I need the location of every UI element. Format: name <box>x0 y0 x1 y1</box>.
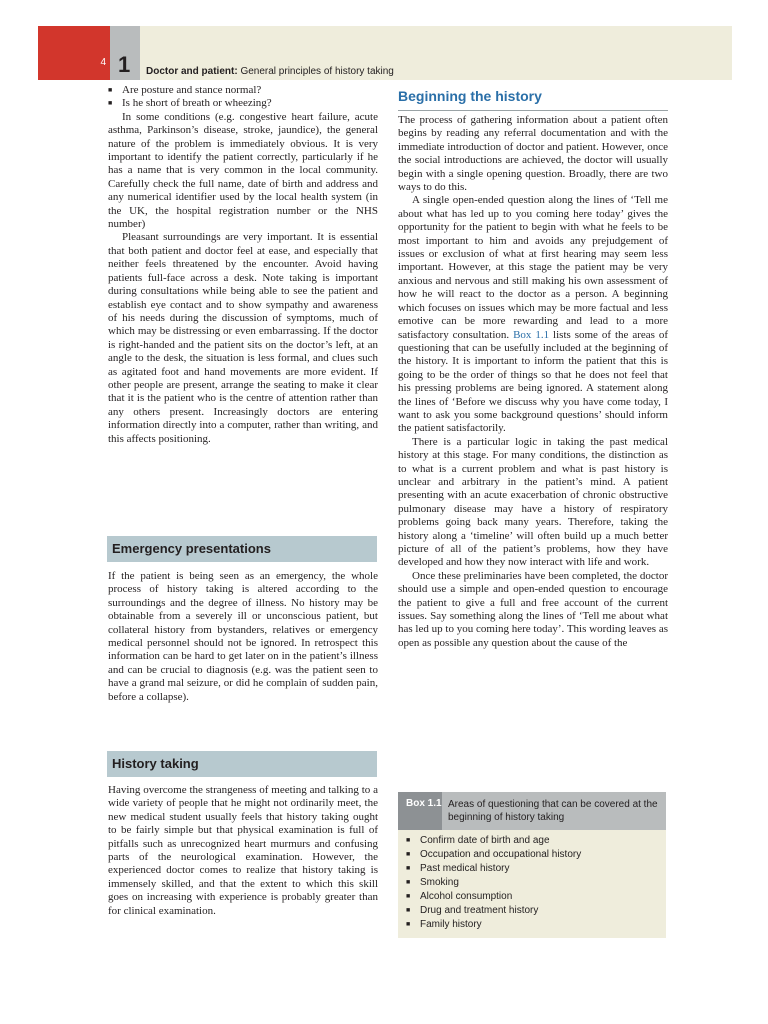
running-head <box>146 66 394 77</box>
header-red-band <box>38 26 110 80</box>
header-chapter-band <box>110 26 140 80</box>
running-head-rest: General principles of history taking <box>237 66 394 77</box>
paragraph: In some conditions (e.g. congestive heart failure, acute asthma, Parkinson’s disease, stroke, jaundice), the general nature of the problem is immediately obvious. It is very important to identify the patient correctly, particularly if he has a name that is very common in the local community. Carefully check the full name, date of birth and address and any numerical identifier used by the local health system (in the UK, the hospital registration number or the NHS number) <box>108 110 378 231</box>
heading-rule <box>398 110 668 111</box>
page-number: 4 <box>100 57 106 68</box>
history-taking-section-body <box>108 784 378 918</box>
paragraph-text: A single open-ended question along the lines of ‘Tell me about what has led up to you coming here today’ gives the opportunity for the patient to begin with what he feels to be most important to him and avoids any prejudgement of issues or exclusion of what at first hearing may seem less important. However, at this stage the patient may be very anxious and nervous and still making his own assessment of how he will react to the doctor as a person. A beginning which focuses on issues which may be more factual and less emotive can be more rewarding and lead to a more satisfactory consultation. <box>398 194 668 341</box>
paragraph: Having overcome the strangeness of meeting and talking to a wide variety of people that he might not ordinarily meet, the new medical student usually feels that history taking ought to be fairly simple but that physical examination is full of pitfalls such as unrecognized heart murmurs and confusing parts of the neurological examination. However, the experienced doctor comes to realize that history taking is immensely skilled, and that the extent to which this skill goes on increasing with experience is probably greater than for clinical examination. <box>108 784 378 917</box>
right-column-body <box>398 114 668 650</box>
box-list <box>406 834 656 932</box>
list-item: ■ Are posture and stance normal? <box>108 84 378 97</box>
box-cross-reference-link[interactable]: Box 1.1 <box>513 328 550 341</box>
running-head-bold: Doctor and patient: <box>146 66 238 77</box>
list-item: ■ Confirm date of birth and age <box>406 834 656 848</box>
section-heading-history-taking: History taking <box>107 751 377 777</box>
box-title: Areas of questioning that can be covered at the beginning of history taking <box>448 799 658 823</box>
chapter-number: 1 <box>118 52 131 77</box>
left-column-top <box>108 84 378 446</box>
paragraph: Once these preliminaries have been completed, the doctor should use a simple and open-ended question to encourage the patient to give a full and free account of the current issues. Say something along the lines of ‘Tell me about what has led up to you coming here today’. This wording leaves as open as possible any question about the cause of the <box>398 569 668 649</box>
section-heading-emergency: Emergency presentations <box>107 536 377 562</box>
list-item: ■ Smoking <box>406 876 656 890</box>
list-item: ■ Drug and treatment history <box>406 904 656 918</box>
paragraph: The process of gathering information about a patient often begins by reading any referral documentation and with the immediate introduction of doctor and patient. However, once the social introductions are achieved, the doctor will usually begin with a single opening question. Broadly, there are two ways to do this. <box>398 114 668 194</box>
observation-bullet-list <box>108 84 378 111</box>
list-item: ■ Occupation and occupational history <box>406 848 656 862</box>
box-header <box>398 792 666 830</box>
section-heading-beginning-history: Beginning the history <box>398 88 542 104</box>
list-item: ■ Alcohol consumption <box>406 890 656 904</box>
paragraph: If the patient is being seen as an emergency, the whole process of history taking is altered according to the surroundings and the degree of illness. No history may be obtainable from a severely ill or unconscious patient, but collateral history from bystanders, relatives or emergency medical personnel should not be ignored. In retrospect this information can be hard to get later on in the patient’s illness and can be crucial to diagnosis (e.g. was the patient seen to have a grand mal seizure, or did he complain of sudden pain, before a collapse). <box>108 570 378 703</box>
list-item: ■ Is he short of breath or wheezing? <box>108 97 378 110</box>
paragraph: There is a particular logic in taking the past medical history at this stage. For many conditions, the distinction as to what is a current problem and what is past history is unclear and arbitrary in the patient’s mind. A patient presenting with an acute exacerbation of chronic obstructive pulmonary disease may have a history of respiratory problems going back many years. Therefore, taking the history along a ‘timeline’ will often build up a much better picture of all of the patient’s problems, how they have developed and how they now interact with life and work. <box>398 435 668 569</box>
paragraph <box>398 194 668 435</box>
list-item: ■ Past medical history <box>406 862 656 876</box>
emergency-section-body <box>108 570 378 704</box>
box-label: Box 1.1 <box>398 792 442 830</box>
list-item: ■ Family history <box>406 918 656 932</box>
paragraph-text: lists some of the areas of questioning that can be usefully included at the beginning of the history. It is important to inform the patient that this is going to be the order of things so that he does not feel that his pressing problems are being ignored. A statement along the lines of ‘Before we discuss why you have come today, I want to ask you some background questions’ should inform the patient satisfactorily. <box>398 328 669 435</box>
paragraph: Pleasant surroundings are very important. It is essential that both patient and doctor feel at ease, and especially that neither feels threatened by the encounter. Avoid having patients full-face across a desk. Note taking is important during consultations while being able to see the patient and establish eye contact and to show sympathy and awareness of his needs during the discussion of symptoms, much of which may be distressing or even embarrassing. If the doctor is right-handed and the patient sits on the doctor’s left, at an angle to the desk, the situation is less formal, and clues such as agitated foot and hand movements are more evident. If other people are present, arrange the seating to make it clear that it is the patient who is the centre of attention rather than any others present. Increasingly doctors are entering information directly into a computer, rather than writing, and this affects positioning. <box>108 231 378 445</box>
box-1-1 <box>398 792 666 938</box>
